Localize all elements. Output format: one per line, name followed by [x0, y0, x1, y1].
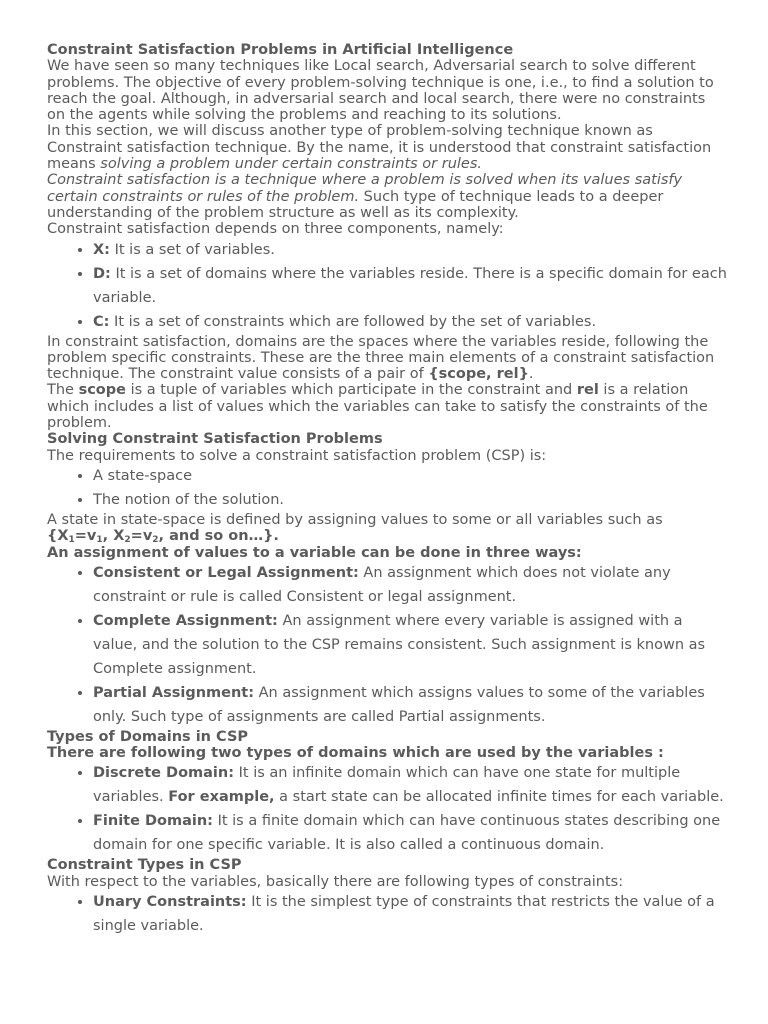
state-example-part: {X	[47, 528, 69, 545]
assignments-list	[47, 561, 727, 729]
list-item-term: D:	[93, 265, 111, 282]
list-item-text: It is a set of variables.	[109, 241, 275, 258]
list-item-text: a start state can be allocated infinite times for each variable.	[274, 789, 724, 806]
document-title: Constraint Satisfaction Problems in Artificial Intelligence	[47, 42, 514, 58]
scope-paragraph	[47, 382, 727, 431]
subscript: 1	[96, 535, 103, 546]
domains-heading: Types of Domains in CSP	[47, 728, 249, 745]
intro-p2-text: In this section, we will discuss another type of problem-solving technique known as Constraint satisfaction technique. By the name, it is understood that constraint satisfaction means	[47, 123, 712, 173]
constraints-intro: With respect to the variables, basically there are following types of constraints:	[47, 873, 624, 890]
list-item	[93, 238, 727, 262]
list-item	[93, 310, 727, 334]
state-paragraph: A state in state-space is defined by assigning values to some or all variables such as	[47, 511, 663, 528]
list-item-text: It is an infinite domain which can have one state for multiple variables.	[93, 765, 681, 806]
scope-text-a: The	[47, 382, 79, 399]
state-example-part: , X	[102, 528, 125, 545]
state-example-part: , and so on…}.	[158, 528, 279, 545]
list-item-term: Finite Domain:	[93, 813, 213, 830]
document-page	[47, 42, 727, 938]
list-item: • The notion of the solution.	[93, 488, 727, 512]
scope-rel-bold: {scope, rel}	[428, 366, 529, 383]
state-example-part: =v	[74, 528, 97, 545]
scope-text-b: is a tuple of variables which participate in the constraint and	[125, 382, 577, 399]
scope-text-c: is a relation which includes a list of values which the variables can take to satisfy the constraints of the problem.	[47, 382, 708, 432]
domains-paragraph	[47, 334, 727, 383]
constraints-heading: Constraint Types in CSP	[47, 857, 242, 874]
subscript: 1	[68, 535, 75, 546]
assignment-heading: An assignment of values to a variable can be done in three ways:	[47, 544, 582, 561]
list-item	[93, 809, 727, 857]
list-item	[93, 561, 727, 609]
constraint-types-list	[47, 890, 727, 938]
list-item-text: An assignment which does not violate any constraint or rule is called Consistent or legal assignment.	[93, 564, 671, 605]
list-item	[93, 262, 727, 310]
list-item	[93, 890, 727, 938]
list-item-term: X:	[93, 241, 110, 258]
domains-text: In constraint satisfaction, domains are the spaces where the variables reside, following the problem specific constraints. These are the three main elements of a constraint satisfaction technique. The constraint value consists of a pair of	[47, 333, 715, 383]
list-item	[93, 761, 727, 809]
intro-paragraph-4: Constraint satisfaction depends on three components, namely:	[47, 221, 504, 238]
list-item-term: Partial Assignment:	[93, 684, 255, 701]
state-example-part: =v	[130, 528, 153, 545]
list-item-term: Discrete Domain:	[93, 765, 235, 782]
intro-p3-text: Such type of technique leads to a deeper understanding of the problem structure as well as its complexity.	[47, 188, 664, 221]
domains-subheading: There are following two types of domains which are used by the variables :	[47, 745, 664, 762]
intro-paragraph-1: We have seen so many techniques like Local search, Adversarial search to solve different problems. The objective of every problem-solving technique is one, i.e., to find a solution to reach the goal. Although, in adversarial search and local search, there were no constraints on the agents while solving the problems and reaching to its solutions.	[47, 58, 714, 124]
list-item-text: It is a finite domain which can have continuous states describing one domain for one specific variable. It is also called a continuous domain.	[93, 813, 721, 854]
list-item-term: Unary Constraints:	[93, 894, 247, 911]
definition-italic: Constraint satisfaction is a technique where a problem is solved when its values satisfy certain constraints or rules of the problem.	[47, 172, 683, 205]
for-example-bold: For example,	[168, 789, 275, 806]
rel-bold: rel	[576, 382, 599, 399]
solving-intro: The requirements to solve a constraint satisfaction problem (CSP) is:	[47, 447, 547, 464]
list-item-text: It is a set of domains where the variables reside. There is a specific domain for each variable.	[93, 265, 727, 306]
requirements-list	[47, 464, 727, 512]
state-example	[47, 528, 727, 544]
list-item	[93, 681, 727, 729]
list-item: • A state-space	[93, 464, 727, 488]
subscript: 2	[152, 535, 159, 546]
list-item-term: C:	[93, 313, 110, 330]
components-list	[47, 238, 727, 334]
list-item	[93, 609, 727, 681]
list-item-term: Consistent or Legal Assignment:	[93, 564, 359, 581]
list-item-text: An assignment which assigns values to some of the variables only. Such type of assignments are called Partial assignments.	[93, 684, 705, 725]
list-item-text: An assignment where every variable is assigned with a value, and the solution to the CSP remains consistent. Such assignment is known as Complete assignment.	[93, 612, 706, 677]
intro-p2-italic: solving a problem under certain constraints or rules.	[100, 156, 483, 173]
solving-heading: Solving Constraint Satisfaction Problems	[47, 431, 383, 448]
subscript: 2	[124, 535, 131, 546]
domain-types-list	[47, 761, 727, 857]
intro-paragraph-2	[47, 123, 727, 172]
intro-paragraph-3	[47, 172, 727, 221]
domains-end: .	[528, 366, 534, 383]
list-item-text: It is a set of constraints which are followed by the set of variables.	[109, 313, 597, 330]
scope-bold: scope	[78, 382, 126, 399]
list-item-text: It is the simplest type of constraints that restricts the value of a single variable.	[93, 894, 715, 935]
list-item-term: Complete Assignment:	[93, 612, 278, 629]
